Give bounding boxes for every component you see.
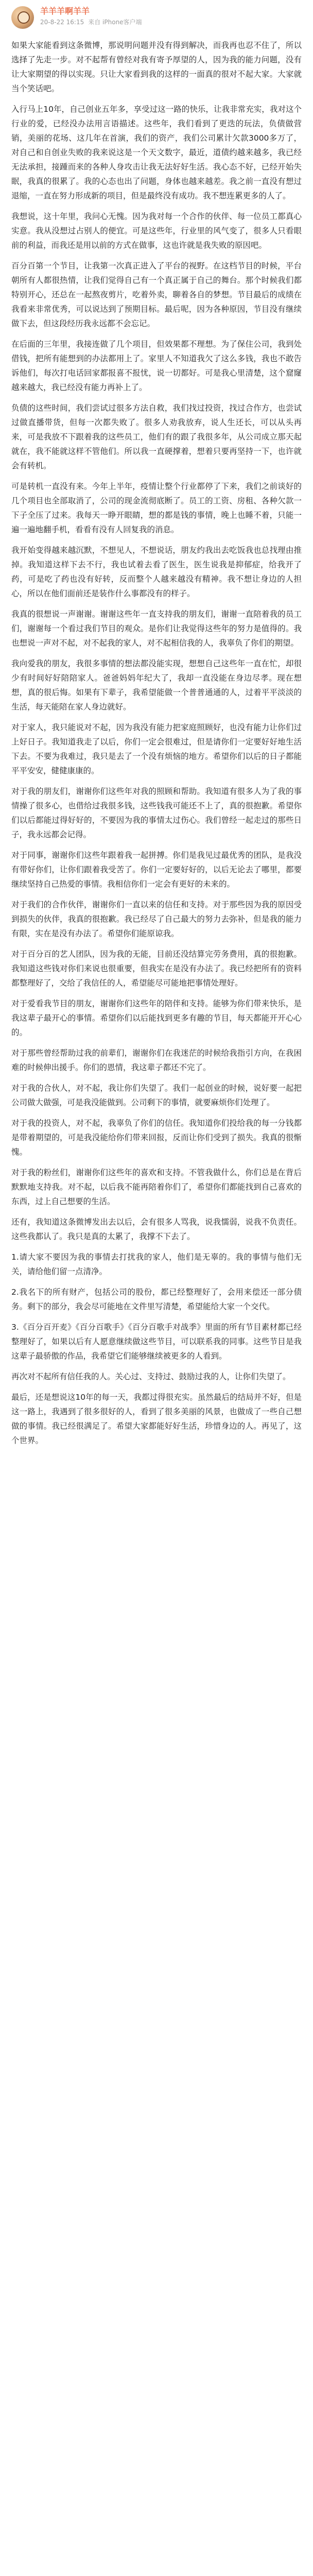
post-paragraph: 对于我们的合作伙伴，谢谢你们一直以来的信任和支持。对于那些因为我的原因受到损失的伙伴，我真的很抱歉。我已经尽了自己最大的努力去弥补，但是我的能力有限，实在是没有办法了。希望你们能原谅我。 bbox=[11, 900, 302, 938]
post-paragraph: 如果大家能看到这条微博，那说明问题并没有得到解决，而我再也忍不住了，所以选择了先走一步。对不起帮有曾经对我有寄予厚望的人，因为我的能力问题，没有让大家期望的得以实现。只让大家看到我的这样的一面真的很对不起大家。大家就当个笑话吧。 bbox=[11, 41, 302, 93]
post-paragraph: 我向爱我的朋友，我很多事情的想法都没能实现，想想自己这些年一直在忙，却很少有时间好好陪陪家人。爸爸妈妈年纪大了，我却一直没能在身边尽孝。现在想想，真的很后悔。如果有下辈子，我希望能做一个普普通通的人，过着平平淡淡的生活，每天能陪在家人身边就好。 bbox=[11, 659, 302, 711]
post-paragraph: 我真的很想说一声谢谢。谢谢这些年一直支持我的朋友们，谢谢一直陪着我的员工们，谢谢每一个看过我们节目的观众。是你们让我觉得这些年的努力是值得的。我也想说一声对不起，对不起我的家人，对不起相信我的人，我辜负了你们的期望。 bbox=[11, 609, 302, 648]
post-paragraph: 对于我的朋友们，谢谢你们这些年对我的照顾和帮助。我知道有很多人为了我的事情操了很多心，也借给过我很多钱，这些钱我可能还不上了，真的很抱歉。希望你们以后都能过得好好的，不要因为我的事情太过伤心。我们曾经一起走过的那些日子，我永远都会记得。 bbox=[11, 787, 302, 839]
post-paragraph: 最后，还是想说这10年的每一天，我都过得很充实。虽然最后的结局并不好，但是这一路上，我遇到了很多很好的人，看到了很多美丽的风景，也做成了一些自己想做的事情。我已经很满足了。希望大家都能好好生活，珍惜身边的人。再见了，这个世界。 bbox=[11, 1393, 302, 1445]
post-paragraph: 对于百分百的艺人团队，因为我的无能，目前还没结算完劳务费用，真的很抱歉。我知道这些钱对你们来说也很重要，但我实在是没有办法了。我已经把所有的资料都整理好了，交给了我信任的人，希望能尽可能地把事情处理好。 bbox=[11, 950, 302, 988]
post-paragraph: 再次对不起所有信任我的人。关心过、支持过、鼓励过我的人，让你们失望了。 bbox=[11, 1372, 291, 1381]
post-paragraph: 在后面的三年里，我接连做了几个项目，但效果都不理想。为了保住公司，我到处借钱，把所有能想到的办法都用上了。家里人不知道我欠了这么多钱，我也不敢告诉他们，每次打电话回家都报喜不报忧，说一切都好。可是我心里清楚，这个窟窿越来越大，我已经没有能力再补上了。 bbox=[11, 340, 302, 392]
post-paragraph: 2.我名下的所有财产，包括公司的股份，都已经整理好了，会用来偿还一部分债务。剩下的部分，我会尽可能地在文件里写清楚，希望能给大家一个交代。 bbox=[11, 1287, 302, 1311]
post-paragraph: 负债的这些时间，我们尝试过很多方法自救，我们找过投资，找过合作方，也尝试过做直播带货，但每一次都失败了。很多人劝我放弃，说人生还长，可以从头再来，可是我放不下跟着我的这些员工，他们有的跟了我很多年，从公司成立那天起就在，我不能就这样不管他们。所以我一直硬撑着，想着只要再坚持一下，也许就会有转机。 bbox=[11, 403, 302, 470]
post-paragraph: 对于那些曾经帮助过我的前辈们，谢谢你们在我迷茫的时候给我指引方向，在我困难的时候伸出援手。你们的恩情，我这辈子都还不完了。 bbox=[11, 1048, 302, 1072]
avatar[interactable] bbox=[11, 6, 34, 29]
post-paragraph: 还有，我知道这条微博发出去以后，会有很多人骂我，说我懦弱，说我不负责任。这些我都认了。我只是真的太累了，我撑不下去了。 bbox=[11, 1217, 302, 1241]
post-content bbox=[11, 38, 302, 1448]
post-paragraph: 我想说，这十年里，我问心无愧。因为我对每一个合作的伙伴、每一位员工都真心实意。我从没想过占别人的便宜。可是这些年，行业里的风气变了，很多人只看眼前的利益，而我还是用以前的方式在做事，这也许就是我失败的原因吧。 bbox=[11, 212, 302, 250]
post-paragraph: 对于我的粉丝们，谢谢你们这些年的喜欢和支持。不管我做什么，你们总是在背后默默地支持我。对不起，以后我不能再陪着你们了，希望你们都能找到自己喜欢的东西，过上自己想要的生活。 bbox=[11, 1168, 302, 1206]
post-paragraph: 对于我的投资人，对不起，我辜负了你们的信任。我知道你们投给我的每一分钱都是带着期望的，可是我没能给你们带来回报，反而让你们受到了损失。我真的很惭愧。 bbox=[11, 1118, 302, 1157]
post-paragraph: 对于我的合伙人，对不起，我让你们失望了。我们一起创业的时候，说好要一起把公司做大做强，可是我没能做到。公司剩下的事情，就要麻烦你们处理了。 bbox=[11, 1083, 302, 1107]
post-meta bbox=[40, 6, 142, 26]
post-header bbox=[11, 0, 302, 36]
post-paragraph: 入行马上10年，自己创业五年多，享受过这一路的快乐，让我非常充实，我对这个行业的爱，已经没办法用言语描述。这些年，我们看到了更迭的玩法，负债做营销，美丽的花场、这几年在首演，我们的资产，我们公司累计欠款3000多万了，对自己和自创业失败的我来说这是一个天文数字，最近，道债约越来越多，我已经无法承担，接踵而来的各种人身攻击让我无法好好生活。我心态不好，已经开始失眠，我真的很累了。我的心态也出了问题，身体也越来越差。我之前一直没有想过退缩，一直在努力形成新的项目，但是最终没有成功。我不想连累更多的人了。 bbox=[11, 105, 302, 200]
username[interactable]: 羊羊羊啊羊羊 bbox=[40, 6, 90, 16]
post-paragraph: 对于同事，谢谢你们这些年跟着我一起拼搏。你们是我见过最优秀的团队，是我没有带好你们，让你们跟着我受苦了。你们一定要好好的，以后无论去了哪里，都要继续坚持自己热爱的事情。我相信你们一定会有更好的未来的。 bbox=[11, 851, 302, 889]
post-paragraph: 对于爱看我节目的朋友，谢谢你们这些年的陪伴和支持。能够为你们带来快乐，是我这辈子最开心的事情。希望你们以后能找到更多有趣的节目，每天都能开开心心的。 bbox=[11, 999, 302, 1037]
post-paragraph: 百分百第一个节目，让我第一次真正进入了平台的视野。在这档节目的时候，平台朝所有人都很热情，让我们觉得自己有一个真正属于自己的舞台。那个时候我们都特别开心，还总在一起熬夜剪片，吃着外卖，聊着各自的梦想。节目最后的成绩在我看来非常优秀，可以说达到了预期目标。最后呢，因为各种原因，节目没有继续做下去，但这段经历我永远都不会忘记。 bbox=[11, 261, 302, 328]
source-label: 来自 iPhone客户端 bbox=[88, 19, 142, 26]
post-paragraph: 对于家人，我只能说对不起，因为我没有能力把家庭照顾好，也没有能力让你们过上好日子。我知道我走了以后，你们一定会很难过，但是请你们一定要好好地生活下去。不要为我难过，我只是去了一个没有烦恼的地方。希望你们以后的日子都能平平安安，健健康康的。 bbox=[11, 723, 302, 775]
post-subline bbox=[40, 18, 142, 26]
post-paragraph: 我开始变得越来越沉默，不想见人，不想说话，朋友约我出去吃饭我也总找理由推掉。我知道这样下去不行，我也试着去看了医生，医生说我是抑郁症，给我开了药，可是吃了药也没有好转，反而整个人越来越没有精神。我不想让身边的人担心，所以在他们面前还是装作什么事都没有的样子。 bbox=[11, 546, 302, 598]
post-paragraph: 可是转机一直没有来。今年上半年，疫情让整个行业都停了下来，我们之前谈好的几个项目也全部取消了，公司的现金流彻底断了。员工的工资、房租、各种欠款一下子全压了过来。我每天一睁开眼睛，想的都是钱的事情，晚上也睡不着，只能一遍一遍地翻手机，看看有没有人回复我的消息。 bbox=[11, 482, 302, 534]
timestamp: 20-8-22 16:15 bbox=[40, 19, 84, 26]
post-paragraph: 1.请大家不要因为我的事情去打扰我的家人，他们是无辜的。我的事情与他们无关，请给他们留一点清净。 bbox=[11, 1252, 302, 1276]
post-paragraph: 3.《百分百开麦》《百分百歌手》《百分百歌手对战季》里面的所有节目素材都已经整理好了，如果以后有人愿意继续做这些节目，可以联系我的同事。这些节目是我这辈子最骄傲的作品，我希望它们能够继续被更多的人看到。 bbox=[11, 1323, 302, 1361]
